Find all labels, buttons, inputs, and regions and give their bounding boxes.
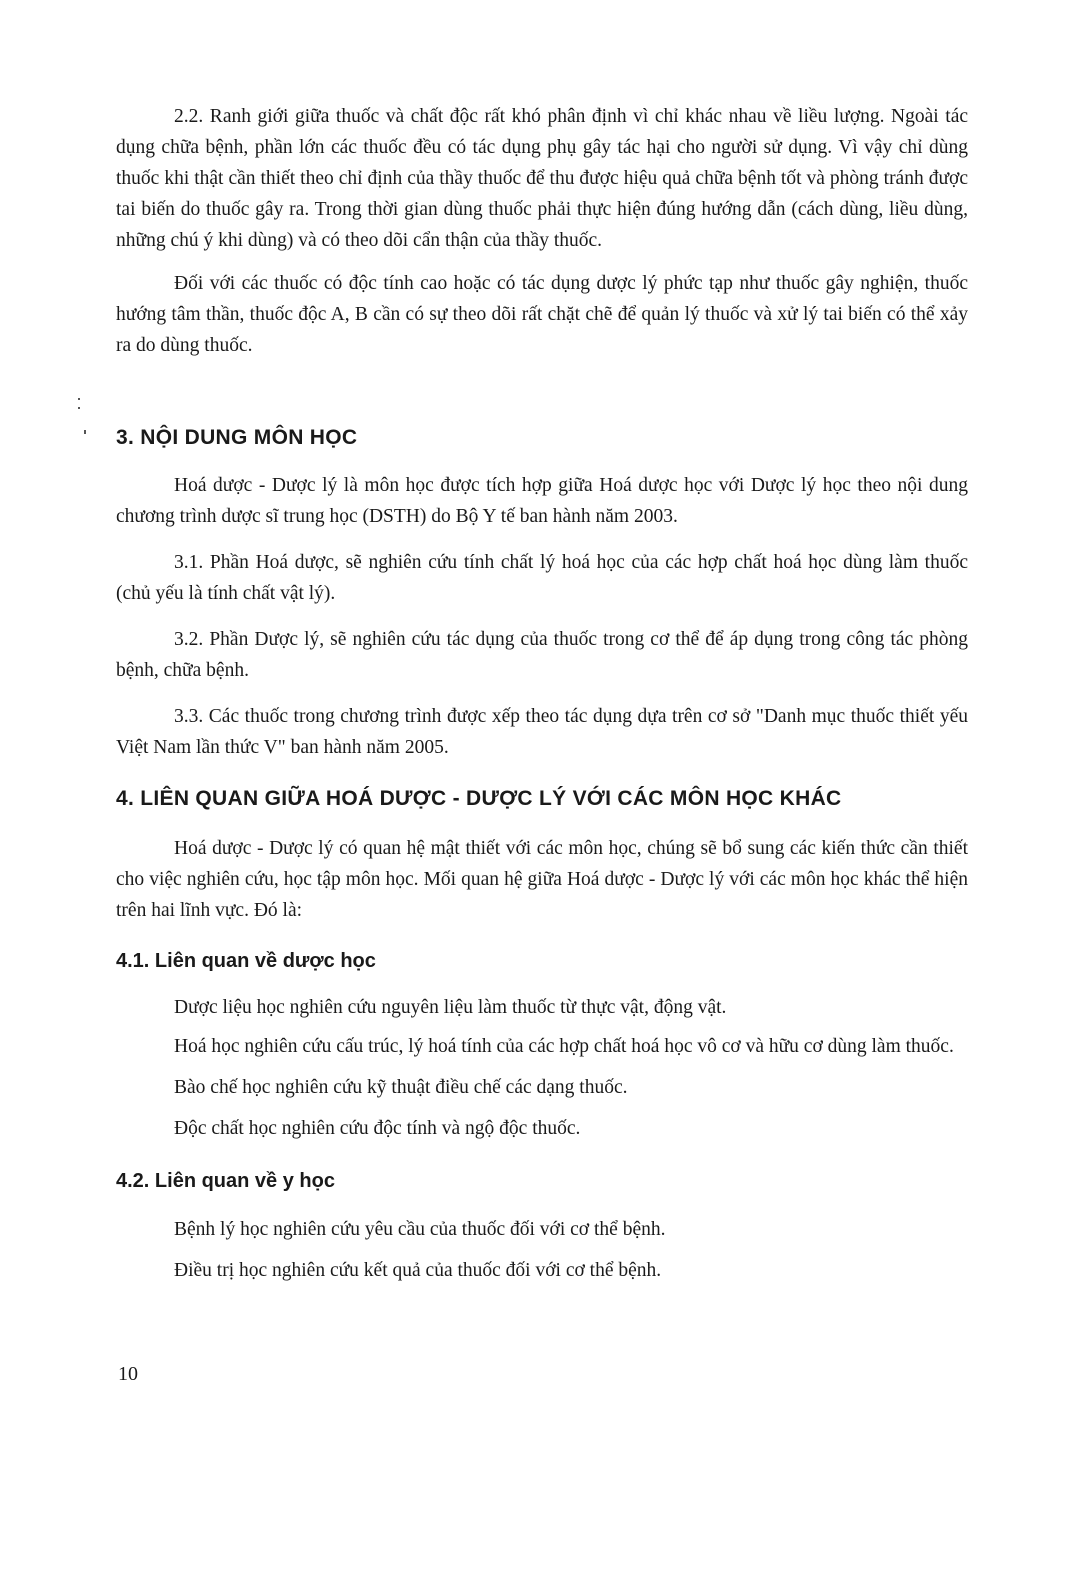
paragraph-3-1: 3.1. Phần Hoá dược, sẽ nghiên cứu tính chất lý hoá học của các hợp chất hoá học dùng làm thuốc (chủ yếu là tính chất vật lý). xyxy=(116,552,968,604)
paragraph-3-2: 3.2. Phần Dược lý, sẽ nghiên cứu tác dụng của thuốc trong cơ thể để áp dụng trong công tác phòng bệnh, chữa bệnh. xyxy=(116,629,968,681)
section-4 xyxy=(116,784,968,1286)
section-3 xyxy=(116,423,968,763)
scan-mark xyxy=(78,398,80,400)
list-item: Bệnh lý học nghiên cứu yêu cầu của thuốc đối với cơ thể bệnh. xyxy=(174,1219,666,1240)
section-2-2 xyxy=(116,101,968,361)
list-item: Hoá học nghiên cứu cấu trúc, lý hoá tính của các hợp chất hoá học vô cơ và hữu cơ dùng làm thuốc. xyxy=(174,1036,954,1057)
paragraph-2-2: 2.2. Ranh giới giữa thuốc và chất độc rất khó phân định vì chỉ khác nhau về liều lượng. Ngoài tác dụng chữa bệnh, phần lớn các thuốc đều có tác dụng phụ gây tác hại cho người sử dụng. Vì vậy chỉ dùng thuốc khi thật cần thiết theo chỉ định của thầy thuốc để thu được hiệu quả chữa bệnh tốt và phòng tránh được tai biến do thuốc gây ra. Trong thời gian dùng thuốc phải thực hiện đúng hướng dẫn (cách dùng, liều dùng, những chú ý khi dùng) và có theo dõi cẩn thận của thầy thuốc. xyxy=(116,106,968,251)
scan-mark xyxy=(78,407,80,409)
section-4-heading: 4. LIÊN QUAN GIỮA HOÁ DƯỢC - DƯỢC LÝ VỚI CÁC MÔN HỌC KHÁC xyxy=(116,787,842,810)
section-3-intro: Hoá dược - Dược lý là môn học được tích hợp giữa Hoá dược học với Dược lý học theo nội dung chương trình dược sĩ trung học (DSTH) do Bộ Y tế ban hành năm 2003. xyxy=(116,475,968,527)
section-4-intro: Hoá dược - Dược lý có quan hệ mật thiết với các môn học, chúng sẽ bổ sung các kiến thức cần thiết cho việc nghiên cứu, học tập môn học. Mối quan hệ giữa Hoá dược - Dược lý với các môn học khác thể hiện trên hai lĩnh vực. Đó là: xyxy=(116,838,968,921)
list-item: Bào chế học nghiên cứu kỹ thuật điều chế các dạng thuốc. xyxy=(174,1077,628,1098)
list-item: Độc chất học nghiên cứu độc tính và ngộ độc thuốc. xyxy=(174,1118,581,1139)
subsection-4-2-heading: 4.2. Liên quan về y học xyxy=(116,1170,335,1192)
list-item: Dược liệu học nghiên cứu nguyên liệu làm thuốc từ thực vật, động vật. xyxy=(174,997,727,1018)
scan-mark xyxy=(84,430,86,434)
paragraph-3-3: 3.3. Các thuốc trong chương trình được xếp theo tác dụng dựa trên cơ sở "Danh mục thuốc thiết yếu Việt Nam lần thức V" ban hành năm 2005. xyxy=(116,706,968,758)
subsection-4-1-heading: 4.1. Liên quan về dược học xyxy=(116,950,376,972)
page-number: 10 xyxy=(118,1363,138,1385)
paragraph-toxicity: Đối với các thuốc có độc tính cao hoặc có tác dụng dược lý phức tạp như thuốc gây nghiện, thuốc hướng tâm thần, thuốc độc A, B cần có sự theo dõi rất chặt chẽ để quản lý thuốc và xử lý tai biến có thể xảy ra do dùng thuốc. xyxy=(116,273,968,356)
section-3-heading: 3. NỘI DUNG MÔN HỌC xyxy=(116,426,358,449)
list-item: Điều trị học nghiên cứu kết quả của thuốc đối với cơ thể bệnh. xyxy=(174,1260,662,1281)
